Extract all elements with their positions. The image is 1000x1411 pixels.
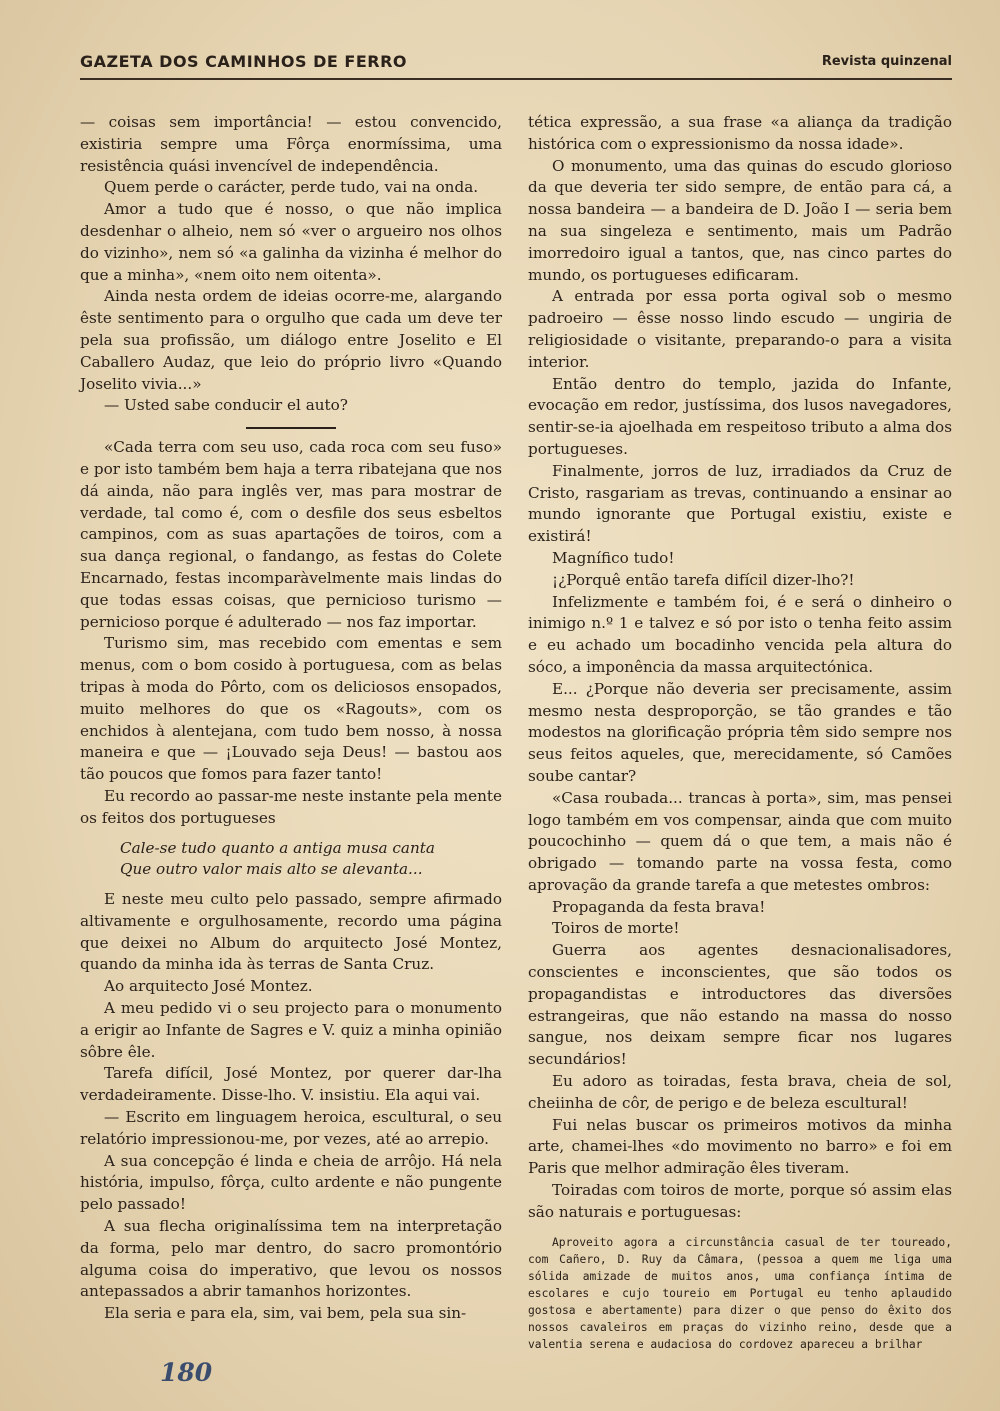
paragraph: Ainda nesta ordem de ideias ocorre-me, alargando êste sentimento para o orgulho que cada um deve ter pela sua profissão, um diálogo entre Joselito e El Caballero Audaz, que leio do próprio livro «Quando Joselito vivia...» xyxy=(80,287,502,393)
paragraph: — Escrito em linguagem heroica, escultural, o seu relatório impressionou-me, por vezes, até ao arrepio. xyxy=(80,1108,502,1148)
paragraph: A entrada por essa porta ogival sob o mesmo padroeiro — êsse nosso lindo escudo — ungiria de religiosidade o visitante, preparando-o para a visita interior. xyxy=(528,287,952,371)
paragraph: Finalmente, jorros de luz, irradiados da Cruz de Cristo, rasgariam as trevas, continuando a ensinar ao mundo ignorante que Portugal existiu, existe e existirá! xyxy=(528,461,952,546)
paragraph: Ela seria e para ela, sim, vai bem, pela sua sin- xyxy=(104,1304,467,1323)
paragraph: Tarefa difícil, José Montez, por querer dar-lha verdadeiramente. Disse-lho. V. insistiu. Ela aqui vai. xyxy=(80,1064,502,1105)
paragraph: E neste meu culto pelo passado, sempre afirmado altivamente e orgulhosamente, recordo uma página que deixei no Album do arquitecto José Montez, quando da minha ida às terras de Santa Cruz. xyxy=(80,890,502,974)
paragraph: «Cada terra com seu uso, cada roca com seu fuso» e por isto também bem haja a terra ribatejana que nos dá ainda, não para inglês ver, mas para mostrar de verdade, tal como é, com o desfile dos seus esbeltos campinos, com as suas apartações de toiros, com a sua dança regional, o fandango, as festas do Colete Encarnado, festas incomparàvelmente mais lindas do que todas essas coisas, que pernicioso turismo — pernicioso porque é adulterado — nos faz importar. xyxy=(80,438,502,631)
paragraph: «Casa roubada... trancas à porta», sim, mas pensei logo também em vos compensar, ainda que com muito poucochinho — quem dá o que tem, a mais não é obrigado — tomando parte na vossa festa, como aprovação da grande tarefa a que metestes ombros: xyxy=(528,788,952,894)
paragraph: ¡¿Porquê então tarefa difícil dizer-lho?! xyxy=(552,570,855,589)
paragraph: O monumento, uma das quinas do escudo glorioso da que deveria ter sido sempre, de então para cá, a nossa bandeira — a bandeira de D. João I — seria bem na sua singeleza e sentimento, mais um Padrão imorredoiro igual a tantos, que, nas cinco partes do mundo, os portugueses edificaram. xyxy=(528,156,952,284)
journal-title: GAZETA DOS CAMINHOS DE FERRO xyxy=(80,52,408,71)
section-divider xyxy=(246,427,336,429)
paragraph: A sua concepção é linda e cheia de arrôjo. Há nela história, impulso, fôrça, culto ardente e não pungente pelo passado! xyxy=(80,1151,502,1214)
paragraph: E... ¿Porque não deveria ser precisamente, assim mesmo nesta desproporção, se tão grandes e tão modestos na glorificação própria têm sido sempre nos seus feitos aqueles, que, merecidamente, só Camões soube cantar? xyxy=(528,679,952,785)
right-column xyxy=(528,112,952,1353)
paragraph: Infelizmente e também foi, é e será o dinheiro o inimigo n.º 1 e talvez e só por isto o tenha feito assim e eu achado um bocadinho vencida pela altura do sóco, a imponência da massa arquitectónica. xyxy=(528,592,952,676)
paragraph: Ao arquitecto José Montez. xyxy=(104,977,313,996)
paragraph: Propaganda da festa brava! xyxy=(552,897,766,916)
paragraph: A meu pedido vi o seu projecto para o monumento a erigir ao Infante de Sagres e V. quiz a minha opinião sôbre êle. xyxy=(80,999,502,1061)
verse-quote xyxy=(120,838,502,882)
paragraph: Amor a tudo que é nosso, o que não implica desdenhar o alheio, nem só «ver o argueiro nos olhos do vizinho», nem só «a galinha da vizinha é melhor do que a minha», «nem oito nem oitenta». xyxy=(80,200,502,284)
paragraph: A sua flecha originalíssima tem na interpretação da forma, pelo mar dentro, do sacro promontório alguma coisa do imperativo, que levou os nossos antepassados a abrir tamanhos horizontes. xyxy=(80,1217,502,1301)
paragraph: Quem perde o carácter, perde tudo, vai na onda. xyxy=(104,178,479,197)
paragraph: Eu recordo ao passar-me neste instante pela mente os feitos dos portugueses xyxy=(80,786,502,827)
footnote: Aproveito agora a circunstância casual de ter toureado, com Cañero, D. Ruy da Câmara, (pessoa a quem me liga uma sólida amizade de muitos anos, uma confiança íntima de escolares e cujo toureio em Portugal eu tenho aplaudido gostosa e abertamente) para dizer o que penso do êxito dos nossos cavaleiros em praças do vizinho reino, desde que a valentia serena e audaciosa do cordovez apareceu a brilhar xyxy=(528,1235,952,1351)
verse-line: Que outro valor mais alto se alevanta... xyxy=(120,860,423,879)
paragraph: tética expressão, a sua frase «a aliança da tradição histórica com o expressionismo da nossa idade». xyxy=(528,113,952,153)
journal-subtitle: Revista quinzenal xyxy=(821,54,952,69)
left-column xyxy=(80,112,502,1325)
verse-line: Cale-se tudo quanto a antiga musa canta xyxy=(120,838,435,857)
paragraph: — Usted sabe conducir el auto? xyxy=(104,396,348,415)
paragraph: Eu adoro as toiradas, festa brava, cheia de sol, cheiinha de côr, de perigo e de beleza escultural! xyxy=(528,1072,952,1112)
paragraph: Toiros de morte! xyxy=(552,919,680,938)
paragraph: Magnífico tudo! xyxy=(552,548,675,567)
paragraph: Fui nelas buscar os primeiros motivos da minha arte, chamei-lhes «do movimento no barro» e foi em Paris que melhor admiração êles tiveram. xyxy=(528,1115,952,1178)
paragraph: — coisas sem importância! — estou convencido, existiria sempre uma Fôrça enormíssima, uma resistência quási invencível de independência. xyxy=(80,113,502,175)
page-number: 180 xyxy=(160,1358,213,1387)
paragraph: Guerra aos agentes desnacionalisadores, conscientes e inconscientes, que são todos os propagandistas e introductores das diversões estrangeiras, que não estando na massa do nosso sangue, nos deixam sempre ficar nos lugares secundários! xyxy=(528,941,952,1069)
paragraph: Então dentro do templo, jazida do Infante, evocação em redor, justíssima, dos lusos navegadores, sentir-se-ia ajoelhada em respeitoso tributo a alma dos portugueses. xyxy=(528,374,952,458)
paragraph: Turismo sim, mas recebido com ementas e sem menus, com o bom cosido à portuguesa, com as belas tripas à moda do Pôrto, com os deliciosos ensopados, muito melhores do que os «Ragouts», com os enchidos à alentejana, com tudo bem nosso, à nossa maneira e que — ¡Louvado seja Deus! — bastou aos tão poucos que fomos para fazer tanto! xyxy=(80,634,502,784)
paragraph: Toiradas com toiros de morte, porque só assim elas são naturais e portuguesas: xyxy=(528,1181,952,1221)
running-header xyxy=(80,50,952,80)
